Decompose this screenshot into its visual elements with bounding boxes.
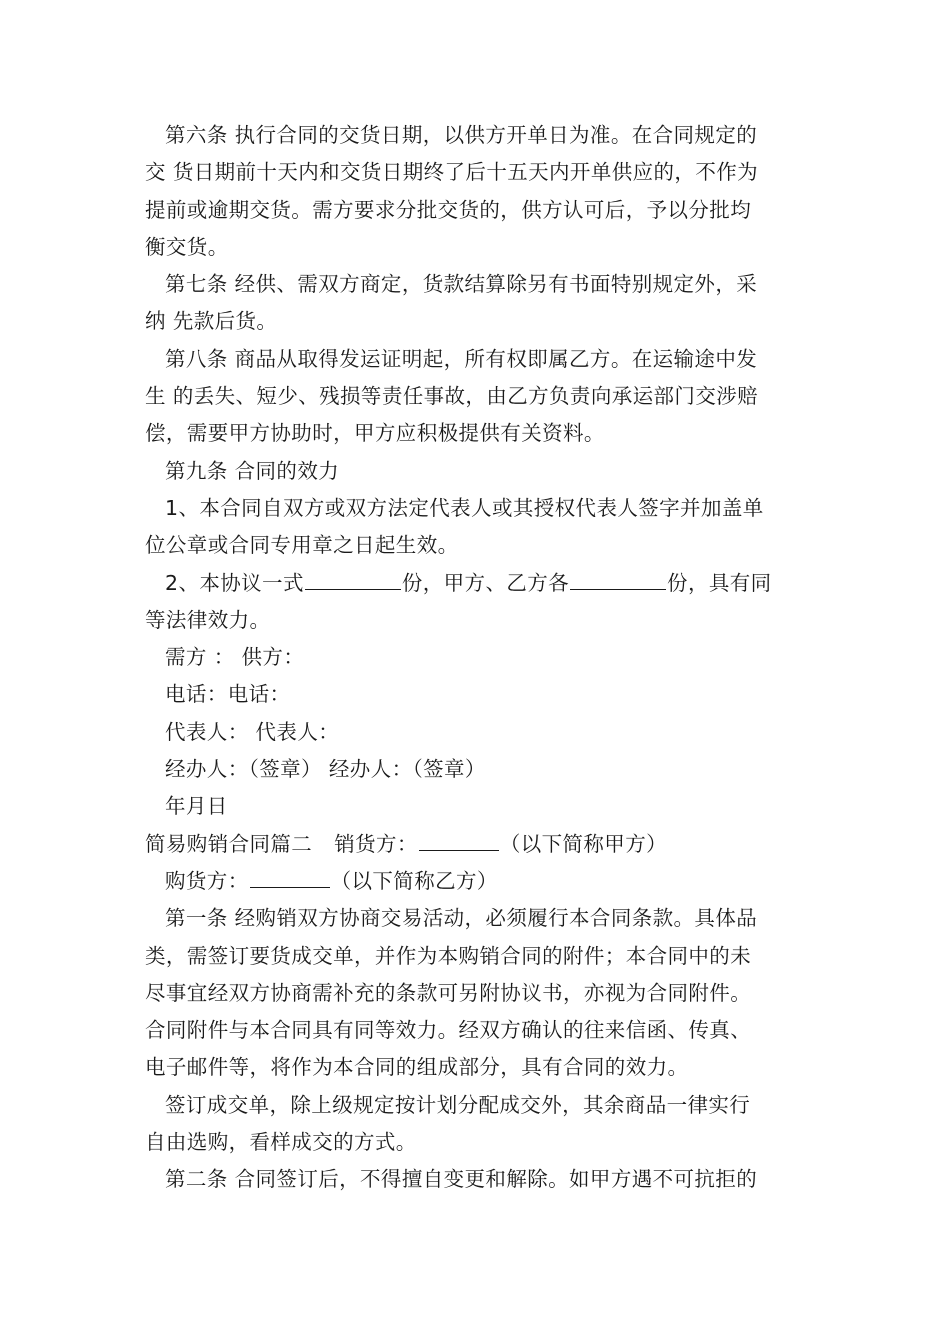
contract-2-article-2 xyxy=(145,1161,807,1198)
text-line: 第九条 合同的效力 xyxy=(165,458,340,483)
contract-2-title: 简易购销合同篇二 xyxy=(145,831,313,856)
article-6 xyxy=(145,117,807,266)
text-line: 第二条 合同签订后，不得擅自变更和解除。如甲方遇不可抗拒的 xyxy=(165,1167,758,1192)
seller-suffix: （以下简称甲方） xyxy=(499,831,668,856)
article-9-clause-2 xyxy=(145,565,807,640)
copies-blank xyxy=(305,567,401,590)
parties-line: 需方 ： 供方： xyxy=(165,645,305,670)
text-line: 第八条 商品从取得发运证明起，所有权即属乙方。在运输途中发 xyxy=(165,346,758,371)
buyer-blank xyxy=(250,865,330,888)
phone-line: 电话：电话： xyxy=(165,682,291,707)
date-line: 年月日 xyxy=(165,794,228,819)
document-body xyxy=(145,117,807,1199)
text-line: 生 的丢失、短少、残损等责任事故，由乙方负责向承运部门交涉赔 xyxy=(145,384,759,409)
seller-label: 销货方： xyxy=(334,831,418,856)
contract-2-header xyxy=(145,826,807,901)
text-line: 偿，需要甲方协助时，甲方应积极提供有关资料。 xyxy=(145,421,605,446)
text-line: 自由选购，看样成交的方式。 xyxy=(145,1130,417,1155)
text-line xyxy=(145,826,807,863)
text-line: 纳 先款后货。 xyxy=(145,309,278,334)
representative-line: 代表人： 代表人： xyxy=(165,719,340,744)
text-line: 交 货日期前十天内和交货日期终了后十五天内开单供应的，不作为 xyxy=(145,160,759,185)
text-line: 衡交货。 xyxy=(145,234,229,259)
text-line: 第七条 经供、需双方商定，货款结算除另有书面特别规定外，采 xyxy=(165,272,758,297)
article-9-clause-1 xyxy=(145,490,807,565)
seller-blank xyxy=(419,828,499,851)
text-line: 1、本合同自双方或双方法定代表人或其授权代表人签字并加盖单 xyxy=(165,495,764,520)
text-line: 第六条 执行合同的交货日期，以供方开单日为准。在合同规定的 xyxy=(165,123,758,147)
contract-2-signing-paragraph xyxy=(145,1087,807,1162)
text-line xyxy=(145,565,807,602)
clause-text: 2、本协议一式 xyxy=(165,570,304,595)
text-line: 等法律效力。 xyxy=(145,607,271,632)
clause-text: 份，甲方、乙方各 xyxy=(401,570,570,595)
buyer-suffix: （以下简称乙方） xyxy=(330,868,498,893)
contract-2-article-1 xyxy=(145,900,807,1086)
text-line: 位公章或合同专用章之日起生效。 xyxy=(145,533,459,558)
handler-line: 经办人：（签章） 经办人：（签章） xyxy=(165,757,486,782)
text-line: 提前或逾期交货。需方要求分批交货的，供方认可后，予以分批均 xyxy=(145,197,752,222)
clause-text: 份，具有同 xyxy=(667,570,772,595)
signature-block xyxy=(145,639,807,825)
article-9-title xyxy=(145,453,807,490)
text-line xyxy=(145,863,807,900)
text-line: 签订成交单，除上级规定按计划分配成交外，其余商品一律实行 xyxy=(165,1092,751,1117)
buyer-label: 购货方： xyxy=(165,868,249,893)
article-7 xyxy=(145,266,807,341)
text-line: 合同附件与本合同具有同等效力。经双方确认的往来信函、传真、 xyxy=(145,1018,752,1043)
article-8 xyxy=(145,341,807,453)
text-line: 电子邮件等，将作为本合同的组成部分，具有合同的效力。 xyxy=(145,1055,689,1080)
text-line: 类，需签订要货成交单，并作为本购销合同的附件；本合同中的未 xyxy=(145,943,752,968)
text-line: 尽事宜经双方协商需补充的条款可另附协议书，亦视为合同附件。 xyxy=(145,980,752,1005)
text-line: 第一条 经购销双方协商交易活动，必须履行本合同条款。具体品 xyxy=(165,906,758,931)
copies-each-blank xyxy=(570,567,666,590)
